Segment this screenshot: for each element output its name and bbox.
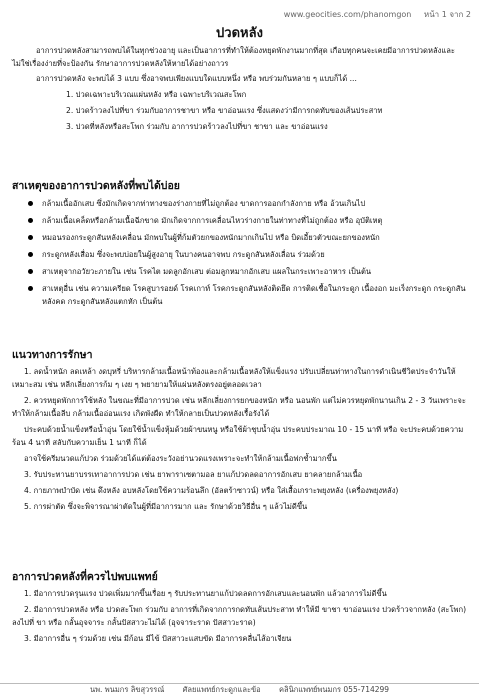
see-doctor-heading: อาการปวดหลังที่ควรไปพบแพทย์ <box>12 571 158 583</box>
treatment-item: 2. ควรหยุดพักการใช้หลัง ในขณะที่มีอาการปวด เช่น หลีกเลี่ยงการยกของหนัก หรือ นอนพัก แต่ไม่ควรหยุดพักนานเกิน 2 - 3 วันเพราะจะทำให้กล้ามเนื้อลีบ กล้ามเนื้ออ่อนแรง เกิดพังผืด ทำให้กลายเป็นปวดหลังเรื้อรังได้ <box>12 396 466 418</box>
treatment-list <box>12 365 470 513</box>
cause-item: สาเหตุอื่น เช่น ความเครียด โรคสูบารอยด์ โรคเกาท์ โรคกระดูกสันหลังติดยึด การติดเชื้อในกระดูก เนื้องอก มะเร็งกระดูก กระดูกสันหลังคด กระดูกสันหลังแตกหัก เป็นต้น <box>20 282 470 308</box>
causes-section <box>12 180 470 312</box>
footer-organization: ศัลยแพทย์กระดูกและข้อ <box>182 685 261 694</box>
treatment-heading: แนวทางการรักษา <box>12 349 93 361</box>
cause-item: หมอนรองกระดูกสันหลังเคลื่อน มักพบในผู้ที่ก้มตัวยกของหนักมากเกินไป หรือ บิดเอี้ยวตัวขณะยกของหนัก <box>20 231 470 244</box>
cause-item: กระดูกหลังเสื่อม ซึ่งจะพบบ่อยในผู้สูงอายุ ในบางคนอาจพบ กระดูกสันหลังเลื่อน ร่วมด้วย <box>20 248 470 261</box>
intro-paragraph-2: อาการปวดหลัง จะพบได้ 3 แบบ ซึ่งอาจพบเพียงแบบใดแบบหนึ่ง หรือ พบร่วมกันหลาย ๆ แบบก็ได้ ... <box>36 74 357 83</box>
treatment-item: 3. รับประทานยาบรรเทาอาการปวด เช่น ยาพาราเซตามอล ยาแก้ปวดลดอาการอักเสบ ยาคลายกล้ามเนื้อ <box>24 470 363 479</box>
cause-item: สาเหตุจากอวัยวะภายใน เช่น โรคไต มดลูกอักเสบ ต่อมลูกหมากอักเสบ แผลในกระเพาะอาหาร เป็นต้น <box>20 265 470 278</box>
treatment-item: อาจใช้ครีมนวดแก้ปวด ร่วมด้วยได้แต่ต้องระวังอย่านวดแรงเพราะจะทำให้กล้ามเนื้อฟกช้ำมากขึ้น <box>24 454 337 463</box>
page-footer <box>0 684 479 696</box>
see-doctor-item: 1. มีอาการปวดรุนแรง ปวดเพิ่มมากขึ้นเรื่อย ๆ รับประทานยาแก้ปวดลดการอักเสบและนอนพัก แล้วอาการไม่ดีขึ้น <box>24 589 387 598</box>
treatment-item: 4. กายภาพบำบัด เช่น ดึงหลัง อบหลังโดยใช้ความร้อนลึก (อัลตร้าซาวน์) หรือ ใส่เสื้อเกราะพยุงหลัง (เครื่องพยุงหลัง) <box>24 486 399 495</box>
cause-item: กล้ามเนื้อเคล็ดหรือกล้ามเนื้อฉีกขาด มักเกิดจากการเคลื่อนไหวร่างกายในท่าทางที่ไม่ถูกต้อง หรือ อุบัติเหตุ <box>20 214 470 227</box>
pain-type-item: 2. ปวดร้าวลงไปที่ขา ร่วมกับอาการชาขา หรือ ขาอ่อนแรง ซึ่งแสดงว่ามีการกดทับของเส้นประสาท <box>66 106 383 115</box>
treatment-item: 5. การผ่าตัด ซึ่งจะพิจารณาผ่าตัดในผู้ที่มีอาการมาก และ รักษาด้วยวิธีอื่น ๆ แล้วไม่ดีขึ้น <box>24 502 308 511</box>
see-doctor-section <box>12 571 470 648</box>
page-title: ปวดหลัง <box>216 26 263 41</box>
header-page-number: หน้า 1 จาก 2 <box>423 10 471 19</box>
see-doctor-item: 2. มีอาการปวดหลัง หรือ ปวดสะโพก ร่วมกับ อาการที่เกิดจากการกดทับเส้นประสาท ทำให้มี ขาชา ขาอ่อนแรง ปวดร้าวจากหลัง (สะโพก) ลงไปที่ ขา หรือ กลั้นอุจจาระ กลั้นปัสสาวะไม่ได้ (อุจจาระราด ปัสสาวะราด) <box>12 605 467 627</box>
pain-type-item: 1. ปวดเฉพาะบริเวณแผ่นหลัง หรือ เฉพาะบริเวณสะโพก <box>66 90 247 99</box>
see-doctor-list <box>12 587 470 645</box>
intro-section <box>12 44 470 136</box>
page-header <box>274 8 471 21</box>
intro-paragraph-1: อาการปวดหลังสามารถพบได้ในทุกช่วงอายุ และเป็นอาการที่ทำให้ต้องหยุดพักงานมากที่สุด เกือบทุกคนจะเคยมีอาการปวดหลังและไม่ใช่เรื่องง่ายที่จะป้องกัน รักษาอาการปวดหลังให้หายได้อย่างถาวร <box>12 46 455 68</box>
footer-author: นพ. พนมกร ลิขสุวรรณ์ <box>89 685 165 694</box>
pain-type-item: 3. ปวดที่หลังหรือสะโพก ร่วมกับ อาการปวดร้าวลงไปที่ขา ชาขา และ ขาอ่อนแรง <box>66 122 328 131</box>
causes-heading: สาเหตุของอาการปวดหลังที่พบได้บ่อย <box>12 180 180 192</box>
footer-clinic: คลินิกแพทย์พนมกร 055-714299 <box>279 685 390 694</box>
treatment-item: ประคบด้วยน้ำแข็งหรือน้ำอุ่น โดยใช้น้ำแข็งหุ้มด้วยผ้าขนหนู หรือใช้ผ้าชุบน้ำอุ่น ประคบประมาณ 10 - 15 นาที หรือ จะประคบด้วยความร้อน 4 นาที สลับกับความเย็น 1 นาที ก็ได้ <box>12 425 464 447</box>
pain-types-list <box>12 88 470 133</box>
cause-item: กล้ามเนื้ออักเสบ ซึ่งมักเกิดจากท่าทางของร่างกายที่ไม่ถูกต้อง ขาดการออกกำลังกาย หรือ อ้วนเกินไป <box>20 197 470 210</box>
treatment-section <box>12 349 470 516</box>
causes-list <box>12 197 470 308</box>
header-site-url[interactable]: www.geocities.com/phanomgon <box>283 10 412 19</box>
treatment-item: 1. ลดน้ำหนัก ลดเหล้า งดบุหรี่ บริหารกล้ามเนื้อหน้าท้องและกล้ามเนื้อหลังให้แข็งแรง ปรับเปลี่ยนท่าทางในการดำเนินชีวิตประจำวันให้เหมาะสม เช่น หลีกเลี่ยงการก้ม ๆ เงย ๆ พยายามให้แผ่นหลังตรงอยู่ตลอดเวลา <box>12 367 456 389</box>
see-doctor-item: 3. มีอาการอื่น ๆ ร่วมด้วย เช่น มีก้อน มีไข้ ปัสสาวะแสบขัด มีอาการคลื่นไส้อาเจียน <box>24 634 292 643</box>
